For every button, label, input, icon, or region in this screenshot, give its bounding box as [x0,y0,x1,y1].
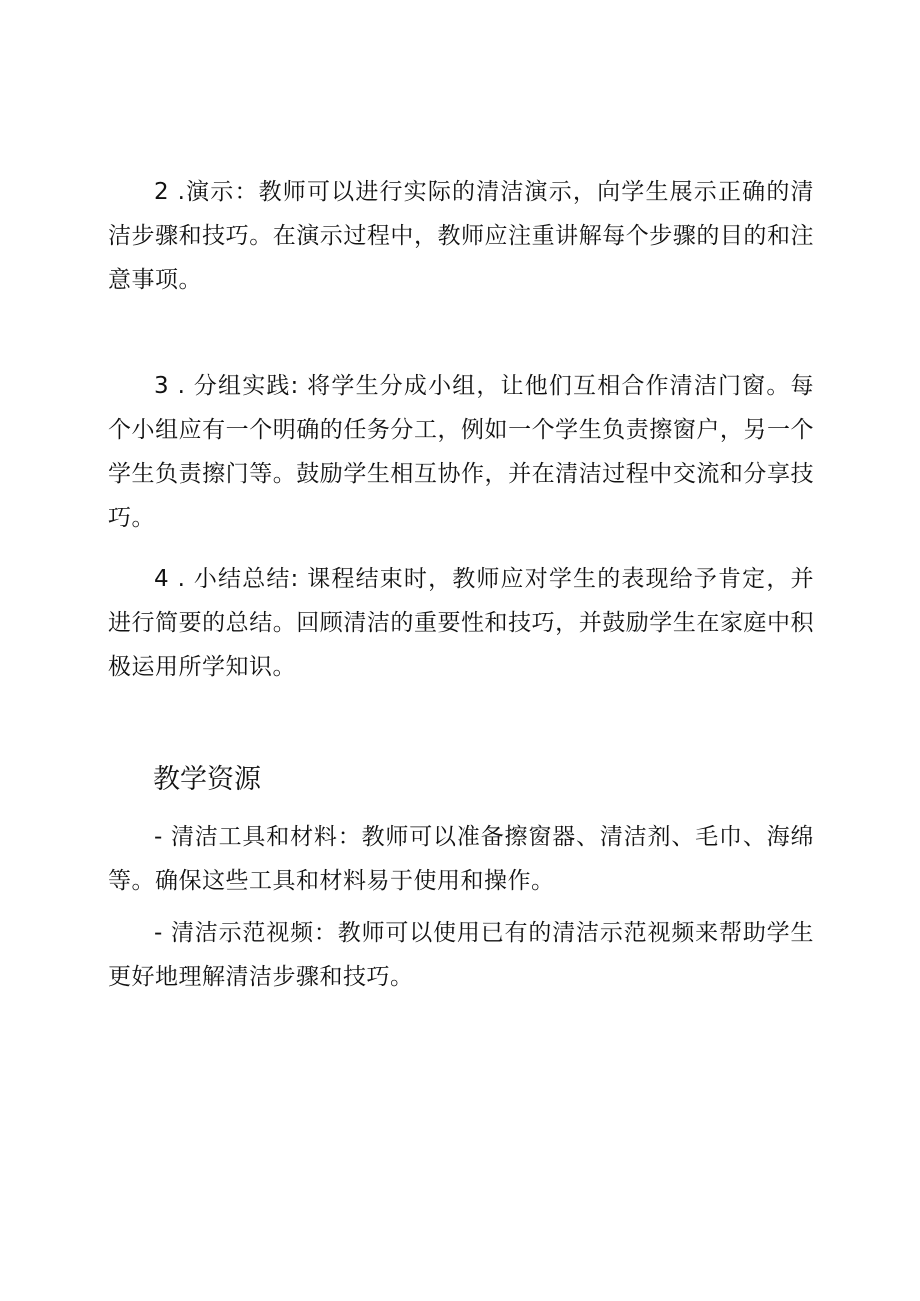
step-4-paragraph: 4 . 小结总结: 课程结束时，教师应对学生的表现给予肯定，并进行简要的总结。回顾清洁的重要性和技巧，并鼓励学生在家庭中积极运用所学知识。 [108,566,814,680]
resource-item-cleaning-tools: - 清洁工具和材料：教师可以准备擦窗器、清洁剂、毛巾、海绵等。确保这些工具和材料易于使用和操作。 [108,824,814,894]
section-heading-teaching-resources: 教学资源 [153,764,261,795]
step-2-paragraph: 2 .演示：教师可以进行实际的清洁演示，向学生展示正确的清洁步骤和技巧。在演示过程中，教师应注重讲解每个步骤的目的和注意事项。 [108,179,814,293]
step-3-paragraph: 3 . 分组实践: 将学生分成小组，让他们互相合作清洁门窗。每个小组应有一个明确的任务分工，例如一个学生负责擦窗户，另一个学生负责擦门等。鼓励学生相互协作，并在清洁过程中交流和分享技巧。 [108,373,814,531]
resource-item-demo-video: - 清洁示范视频：教师可以使用已有的清洁示范视频来帮助学生更好地理解清洁步骤和技巧。 [108,920,814,990]
